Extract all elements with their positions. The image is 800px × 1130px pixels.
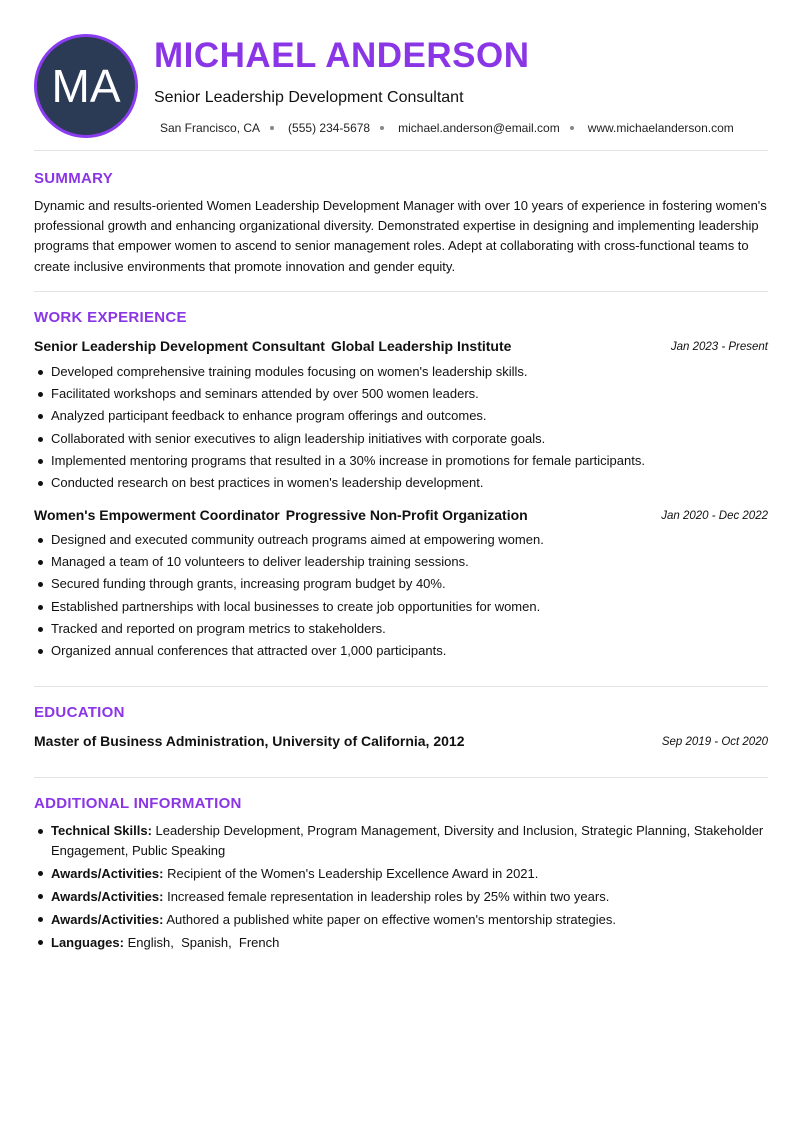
item-label: Awards/Activities: xyxy=(51,865,164,881)
item-text: Increased female representation in leadership roles by 25% within two years. xyxy=(167,888,610,904)
education-degree: Master of Business Administration, University of California, 2012 xyxy=(34,733,465,749)
list-item: Established partnerships with local businesses to create job opportunities for women. xyxy=(34,596,768,618)
list-item xyxy=(34,864,768,884)
item-text: Authored a published white paper on effective women's mentorship strategies. xyxy=(166,911,616,927)
section-divider xyxy=(34,291,768,292)
list-item: Tracked and reported on program metrics to stakeholders. xyxy=(34,618,768,640)
work-experience-heading: WORK EXPERIENCE xyxy=(34,309,187,326)
contact-website[interactable]: www.michaelanderson.com xyxy=(587,121,734,135)
job-role: Women's Empowerment Coordinator xyxy=(34,507,280,523)
section-divider xyxy=(34,686,768,687)
list-item: Managed a team of 10 volunteers to deliver leadership training sessions. xyxy=(34,551,768,573)
candidate-name: MICHAEL ANDERSON xyxy=(154,36,530,75)
job-title xyxy=(34,507,528,523)
languages-label: Languages: xyxy=(51,934,124,950)
list-item: Secured funding through grants, increasing program budget by 40%. xyxy=(34,573,768,595)
job-company: Progressive Non-Profit Organization xyxy=(285,507,528,523)
contact-location: San Francisco, CA xyxy=(160,121,261,135)
list-item: Conducted research on best practices in women's leadership development. xyxy=(34,472,768,494)
additional-info-heading: ADDITIONAL INFORMATION xyxy=(34,795,242,812)
language-item: English xyxy=(127,934,171,950)
separator-dot xyxy=(570,126,574,130)
list-item: Implemented mentoring programs that resulted in a 30% increase in promotions for female participants. xyxy=(34,450,768,472)
avatar xyxy=(34,34,138,138)
job-bullets xyxy=(34,361,768,494)
list-item: Analyzed participant feedback to enhance program offerings and outcomes. xyxy=(34,405,768,427)
contact-phone: (555) 234-5678 xyxy=(288,121,371,135)
item-text: Leadership Development, Program Management, Diversity and Inclusion, Strategic Planning, Stakeholder Engagement, Public Speaking xyxy=(51,823,764,858)
item-label: Technical Skills: xyxy=(51,823,152,838)
list-item xyxy=(34,910,768,930)
item-text: Recipient of the Women's Leadership Excellence Award in 2021. xyxy=(167,865,539,881)
list-item: Collaborated with senior executives to align leadership initiatives with corporate goals. xyxy=(34,428,768,450)
list-item: Developed comprehensive training modules focusing on women's leadership skills. xyxy=(34,361,768,383)
separator-dot xyxy=(270,126,274,130)
job-dates: Jan 2020 - Dec 2022 xyxy=(661,510,768,522)
contact-email[interactable]: michael.anderson@email.com xyxy=(398,121,560,135)
candidate-headline: Senior Leadership Development Consultant xyxy=(154,89,464,106)
job-role: Senior Leadership Development Consultant xyxy=(34,338,325,354)
language-item: French xyxy=(238,934,280,950)
job-company: Global Leadership Institute xyxy=(330,338,512,354)
item-label: Awards/Activities: xyxy=(51,888,164,904)
job-bullets xyxy=(34,529,768,662)
list-item: Organized annual conferences that attracted over 1,000 participants. xyxy=(34,640,768,662)
list-item: Facilitated workshops and seminars attended by over 500 women leaders. xyxy=(34,383,768,405)
list-item: Languages: English, Spanish, French xyxy=(34,933,768,953)
job-title xyxy=(34,338,511,354)
contact-info xyxy=(160,121,734,135)
education-heading: EDUCATION xyxy=(34,704,125,721)
section-divider xyxy=(34,150,768,151)
summary-text: Dynamic and results-oriented Women Leadership Development Manager with over 10 years of experience in fostering women's professional growth and enhancing organizational diversity. Demonstrated expertise in designing and implementing leadership programs that empower women to ascend to senior management roles. Adept at collaborating with cross-functional teams to create inclusive environments that promote innovation and gender equity. xyxy=(34,198,767,274)
list-item xyxy=(34,887,768,907)
job-dates: Jan 2023 - Present xyxy=(670,341,768,353)
item-label: Awards/Activities: xyxy=(51,911,164,927)
summary-heading: SUMMARY xyxy=(34,170,114,187)
section-divider xyxy=(34,777,768,778)
list-item xyxy=(34,821,768,860)
list-item: Designed and executed community outreach programs aimed at empowering women. xyxy=(34,529,768,551)
separator-dot xyxy=(380,126,384,130)
additional-info-list xyxy=(34,821,768,956)
education-dates: Sep 2019 - Oct 2020 xyxy=(661,736,768,748)
language-item: Spanish xyxy=(181,934,229,950)
resume-header xyxy=(34,34,768,140)
avatar-initials: MA xyxy=(51,60,121,112)
